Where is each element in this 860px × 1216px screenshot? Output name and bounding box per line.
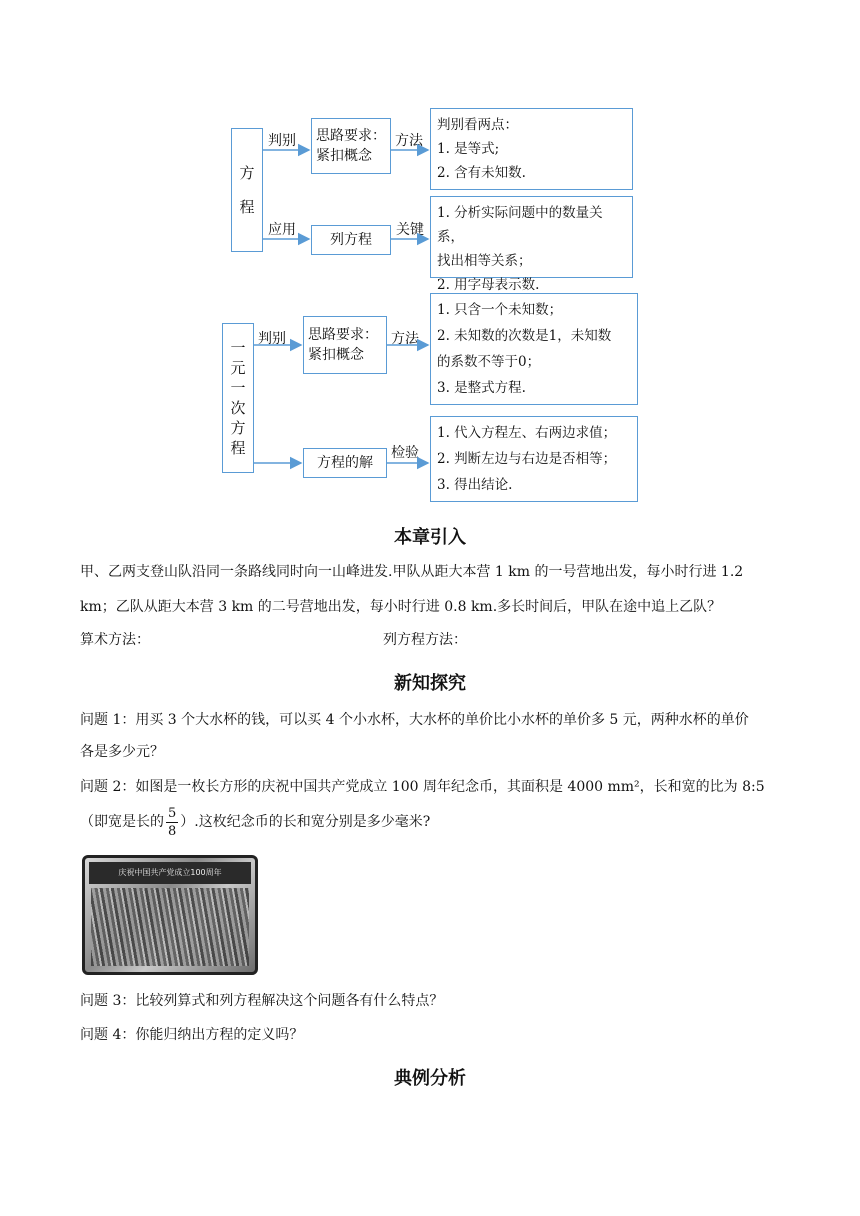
question-2-line-2 (80, 804, 790, 840)
diagram1-method-label: 方法 (395, 133, 423, 149)
question-4: 问题 4：你能归纳出方程的定义吗？ (80, 1027, 304, 1043)
box-line: 思路要求： (316, 128, 386, 144)
section-title-intro: 本章引入 (394, 527, 466, 548)
question-3: 问题 3：比较列算式和列方程解决这个问题各有什么特点？ (80, 993, 444, 1009)
note-line: 的系数不等于0； (437, 354, 541, 370)
root-char: 一 (230, 339, 246, 357)
question-1-line-1: 问题 1：用买 3 个大水杯的钱，可以买 4 个小水杯，大水杯的单价比小水杯的单价多 5 元，两种水杯的单价 (80, 712, 749, 728)
diagram2-branch1-label: 判别 (258, 331, 286, 347)
note-line: 2. 判断左边与右边是否相等； (437, 451, 617, 467)
diagram2-check-label: 检验 (391, 445, 419, 461)
fraction-denominator: 8 (168, 823, 177, 839)
root-char: 一 (230, 379, 246, 397)
note-line: 3. 得出结论. (437, 477, 513, 493)
section-title-examples: 典例分析 (394, 1068, 466, 1089)
note-line: 1. 代入方程左、右两边求值； (437, 425, 617, 441)
equation-method-label: 列方程方法： (383, 632, 467, 648)
coin-relief (91, 888, 249, 966)
intro-line-1: 甲、乙两支登山队沿同一条路线同时向一山峰进发.甲队从距大本营 1 km 的一号营地出发，每小时行进 1.2 (80, 564, 744, 580)
coin-inscription: 庆祝中国共产党成立100周年 (89, 862, 251, 884)
note-line: 1. 是等式; (437, 141, 500, 157)
fraction (166, 805, 178, 840)
diagram-arrows (0, 0, 860, 520)
root-char: 元 (230, 359, 246, 377)
diagram2-method-label: 方法 (391, 331, 419, 347)
root-char: 程 (230, 439, 246, 457)
root-char: 方 (239, 164, 255, 182)
box-line: 思路要求： (308, 327, 378, 343)
intro-line-2: km；乙队从距大本营 3 km 的二号营地出发，每小时行进 0.8 km.多长时间后，甲队在途中追上乙队？ (80, 599, 722, 615)
box-line: 紧扣概念 (316, 148, 372, 164)
commemorative-coin-image (82, 855, 258, 975)
diagram1-branch2-label: 应用 (268, 222, 296, 238)
question-2-line-1: 问题 2：如图是一枚长方形的庆祝中国共产党成立 100 周年纪念币，其面积是 4000 mm²，长和宽的比为 8:5 (80, 779, 765, 795)
note-line: 2. 用字母表示数. (437, 277, 540, 293)
diagram2-box2: 方程的解 (303, 448, 387, 478)
section-title-explore: 新知探究 (394, 673, 466, 694)
question-1-line-2: 各是多少元？ (80, 744, 164, 760)
root-char: 次 (230, 399, 246, 417)
q2-pre: （即宽是长的 (80, 814, 164, 830)
note-line: 3. 是整式方程. (437, 380, 526, 396)
root-char: 方 (230, 419, 246, 437)
diagram1-branch1-label: 判别 (268, 133, 296, 149)
note-line: 2. 未知数的次数是1，未知数 (437, 328, 612, 344)
note-line: 1. 只含一个未知数； (437, 302, 563, 318)
note-line: 找出相等关系； (437, 253, 532, 269)
root-char: 程 (239, 198, 255, 216)
box-line: 紧扣概念 (308, 347, 364, 363)
diagram1-key-label: 关键 (396, 222, 424, 238)
diagram1-box2: 列方程 (311, 225, 391, 255)
note-line: 2. 含有未知数. (437, 165, 526, 181)
arith-method-label: 算术方法： (80, 632, 150, 648)
note-line: 判别看两点： (437, 117, 518, 133)
fraction-numerator: 5 (168, 805, 177, 821)
note-line: 1. 分析实际问题中的数量关系， (437, 205, 603, 245)
q2-post: ）.这枚纪念币的长和宽分别是多少毫米? (180, 814, 431, 830)
